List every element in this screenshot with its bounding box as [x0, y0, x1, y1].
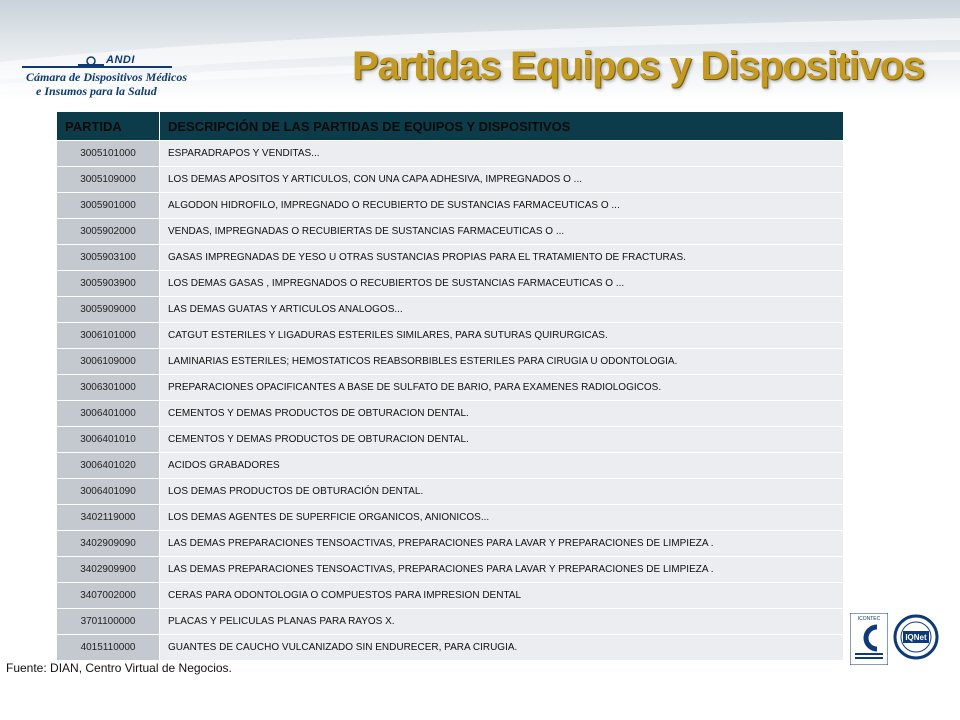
partida-description: LAS DEMAS PREPARACIONES TENSOACTIVAS, PREPARACIONES PARA LAVAR Y PREPARACIONES DE LIMPIEZA .: [160, 531, 844, 557]
partida-code: 3407002000: [57, 583, 160, 609]
partida-code: 3402909090: [57, 531, 160, 557]
table-row: [57, 531, 844, 557]
iqnet-certification-icon: [893, 614, 939, 660]
partida-description: LOS DEMAS GASAS , IMPREGNADOS O RECUBIERTOS DE SUSTANCIAS FARMACEUTICAS O ...: [160, 271, 844, 297]
partida-description: LOS DEMAS PRODUCTOS DE OBTURACIÓN DENTAL.: [160, 479, 844, 505]
table-row: [57, 245, 844, 271]
table-row: [57, 297, 844, 323]
partida-code: 3006401020: [57, 453, 160, 479]
table-row: [57, 375, 844, 401]
partida-description: VENDAS, IMPREGNADAS O RECUBIERTAS DE SUSTANCIAS FARMACEUTICAS O ...: [160, 219, 844, 245]
partida-description: LAS DEMAS PREPARACIONES TENSOACTIVAS, PREPARACIONES PARA LAVAR Y PREPARACIONES DE LIMPIEZA .: [160, 557, 844, 583]
partida-description: PREPARACIONES OPACIFICANTES A BASE DE SULFATO DE BARIO, PARA EXAMENES RADIOLOGICOS.: [160, 375, 844, 401]
partida-description: LOS DEMAS AGENTES DE SUPERFICIE ORGANICOS, ANIONICOS...: [160, 505, 844, 531]
table-row: [57, 427, 844, 453]
partida-description: CEMENTOS Y DEMAS PRODUCTOS DE OBTURACION DENTAL.: [160, 401, 844, 427]
partida-code: 3005109000: [57, 167, 160, 193]
partida-code: 3006401010: [57, 427, 160, 453]
column-header-descripcion: DESCRIPCIÓN DE LAS PARTIDAS DE EQUIPOS Y DISPOSITIVOS: [160, 112, 844, 141]
partida-description: GUANTES DE CAUCHO VULCANIZADO SIN ENDURECER, PARA CIRUGIA.: [160, 635, 844, 661]
table-row: [57, 505, 844, 531]
partida-code: 3005101000: [57, 141, 160, 167]
partida-description: CATGUT ESTERILES Y LIGADURAS ESTERILES SIMILARES, PARA SUTURAS QUIRURGICAS.: [160, 323, 844, 349]
partida-description: PLACAS Y PELICULAS PLANAS PARA RAYOS X.: [160, 609, 844, 635]
partida-code: 3006301000: [57, 375, 160, 401]
column-header-partida: PARTIDA: [57, 112, 160, 141]
table-row: [57, 193, 844, 219]
partida-description: LAMINARIAS ESTERILES; HEMOSTATICOS REABSORBIBLES ESTERILES PARA CIRUGIA U ODONTOLOGIA.: [160, 349, 844, 375]
table-row: [57, 219, 844, 245]
partida-description: CEMENTOS Y DEMAS PRODUCTOS DE OBTURACION DENTAL.: [160, 427, 844, 453]
table-row: [57, 609, 844, 635]
partida-code: 3006101000: [57, 323, 160, 349]
table-row: [57, 167, 844, 193]
andi-mark-icon: [78, 56, 104, 66]
logo-rule: [22, 66, 172, 68]
andi-logo: [22, 54, 187, 102]
partida-code: 3005903900: [57, 271, 160, 297]
partidas-table: [56, 111, 844, 661]
partida-code: 3006401090: [57, 479, 160, 505]
partida-description: ALGODON HIDROFILO, IMPREGNADO O RECUBIERTO DE SUSTANCIAS FARMACEUTICAS O ...: [160, 193, 844, 219]
table-header-row: [57, 112, 844, 141]
partida-description: CERAS PARA ODONTOLOGIA O COMPUESTOS PARA IMPRESION DENTAL: [160, 583, 844, 609]
partida-description: ACIDOS GRABADORES: [160, 453, 844, 479]
partida-code: 3005909000: [57, 297, 160, 323]
partida-description: ESPARADRAPOS Y VENDITAS...: [160, 141, 844, 167]
table-row: [57, 479, 844, 505]
partida-code: 3701100000: [57, 609, 160, 635]
table-row: [57, 401, 844, 427]
table-row: [57, 583, 844, 609]
source-note: Fuente: DIAN, Centro Virtual de Negocios.: [6, 661, 232, 675]
cert2-label: IQNet: [905, 633, 927, 642]
partida-code: 3005901000: [57, 193, 160, 219]
logo-line-1: Cámara de Dispositivos Médicos: [26, 70, 187, 84]
icontec-certification-icon: [850, 613, 888, 665]
table-row: [57, 323, 844, 349]
table-row: [57, 635, 844, 661]
partida-description: LAS DEMAS GUATAS Y ARTICULOS ANALOGOS...: [160, 297, 844, 323]
logo-line-2: e Insumos para la Salud: [36, 84, 157, 98]
logo-brand: ANDI: [106, 54, 135, 66]
table-body: [57, 141, 844, 661]
page-title: Partidas Equipos y Dispositivos: [352, 44, 924, 88]
table-row: [57, 349, 844, 375]
partida-code: 3006401000: [57, 401, 160, 427]
table-row: [57, 271, 844, 297]
partida-code: 3402119000: [57, 505, 160, 531]
partida-code: 3005902000: [57, 219, 160, 245]
table-row: [57, 557, 844, 583]
partida-code: 4015110000: [57, 635, 160, 661]
table-row: [57, 453, 844, 479]
partida-description: GASAS IMPREGNADAS DE YESO U OTRAS SUSTANCIAS PROPIAS PARA EL TRATAMIENTO DE FRACTURAS.: [160, 245, 844, 271]
partida-code: 3005903100: [57, 245, 160, 271]
partida-description: LOS DEMAS APOSITOS Y ARTICULOS, CON UNA CAPA ADHESIVA, IMPREGNADOS O ...: [160, 167, 844, 193]
table-row: [57, 141, 844, 167]
partida-code: 3402909900: [57, 557, 160, 583]
partida-code: 3006109000: [57, 349, 160, 375]
cert1-label: ICONTEC: [857, 616, 881, 622]
